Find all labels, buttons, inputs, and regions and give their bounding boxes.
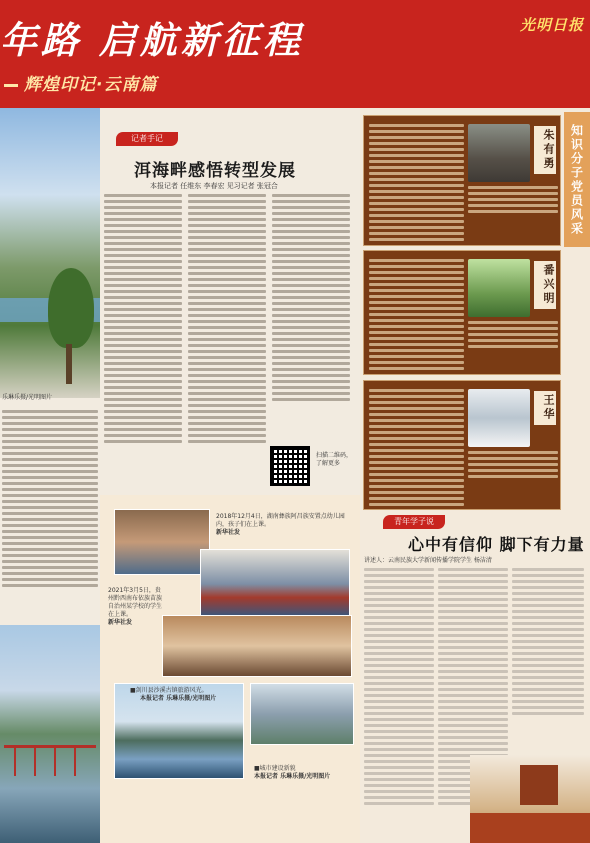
profile-3-name: 王华 [534,391,556,425]
profile-1-photo [468,124,530,182]
article-headline: 洱海畔感悟转型发展 [134,161,296,181]
photo-collage [100,495,360,843]
article-byline: 本报记者 任维东 李春宏 见习记者 张冠合 [150,182,278,190]
article-column-1 [104,194,182,446]
photo-credit: 乐琳乐摄/光明图片 [2,394,53,401]
youth-byline: 讲述人：云南民族大学新闻传播学院学生 杨洁清 [364,557,492,564]
city-photo [250,683,354,745]
tree-shape [48,268,94,348]
caption-3-credit-box [140,695,250,703]
caption-3-text: ■剑川县沙溪古镇旅游风光。 [130,687,208,694]
banner-subtitle-text: 辉煌印记·云南篇 [24,75,158,95]
profile-1-name: 朱有勇 [534,126,556,174]
wall-tower [520,765,558,805]
qr-code[interactable] [270,446,310,486]
caption-1-credit: 新华社发 [216,529,241,536]
qr-caption: 扫描二维码，了解更多 [316,452,353,467]
profile-2-name: 番兴明 [534,261,556,309]
caption-4-credit: 本报记者 乐琳乐摄/光明图片 [254,773,331,780]
profile-2-caption [468,321,558,351]
caption-2 [108,587,166,627]
youth-column-1 [364,568,434,808]
profile-3-caption [468,451,558,481]
caption-2-text: 2021年3月5日，贵州黔西南布依族苗族自治州某学校的学生在上课。 [108,587,163,618]
caption-2-credit: 新华社发 [108,619,133,626]
left-text-column [2,410,98,590]
caption-4 [254,765,354,781]
article-kicker: 记者手记 [116,132,178,146]
great-wall-illustration [470,755,590,843]
lakeside-photo [0,108,100,398]
profile-card-1 [363,115,561,246]
caption-3-credit: 本报记者 乐琳乐摄/光明图片 [140,695,217,702]
classroom-photo-3 [162,615,352,677]
article-column-3 [272,194,350,404]
youth-column-3 [512,568,584,718]
classroom-photo-1 [114,509,210,575]
bridge-shape [4,745,96,775]
dash-decoration [4,84,18,87]
wall-base [470,813,590,843]
profile-2-text [369,259,464,373]
section-side-tab: 知识分子党员风采 [564,112,590,247]
caption-1 [216,513,356,537]
youth-headline: 心中有信仰 脚下有力量 [408,535,585,554]
masthead-logo: 光明日报 [519,16,584,34]
profile-1-caption [468,186,558,216]
header-banner [0,0,590,108]
banner-subtitle [4,70,157,95]
tree-trunk [66,344,72,384]
profile-1-text [369,124,464,244]
banner-title: 年路 启航新征程 [0,18,304,62]
profile-3-photo [468,389,530,447]
bridge-landscape-photo [0,625,100,843]
caption-1-text: 2018年12月4日，湖南彝族阿昌族安置点幼儿园内，孩子们在上课。 [216,513,345,528]
classroom-photo-2 [200,549,350,619]
profile-card-3 [363,380,561,510]
youth-kicker: 青年学子说 [383,515,445,529]
profile-card-2 [363,250,561,375]
article-column-2 [188,194,266,446]
profile-2-photo [468,259,530,317]
caption-4-text: ■城市建设新貌 [254,765,296,772]
profile-3-text [369,389,464,509]
caption-3 [130,687,240,695]
